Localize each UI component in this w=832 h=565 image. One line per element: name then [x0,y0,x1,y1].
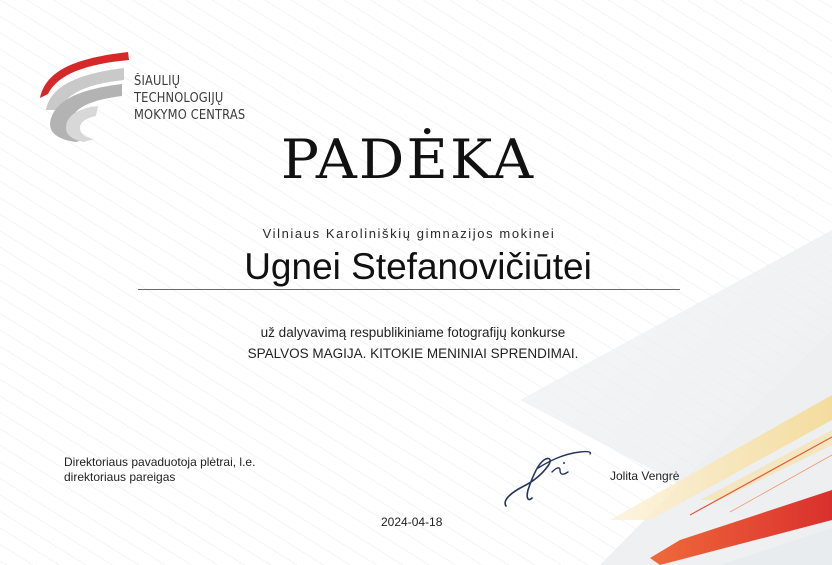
logo-text [134,73,245,124]
school-line: Vilniaus Karoliniškių gimnazijos mokinei [262,226,556,241]
award-reason [0,322,826,364]
reason-line-2: SPALVOS MAGIJA. KITOKIE MENINIAI SPRENDIMAI. [247,346,579,361]
certificate-date: 2024-04-18 [381,515,443,529]
signer-role-line-2: direktoriaus pareigas [64,470,176,484]
handwritten-signature-icon [498,444,598,514]
name-underline [138,289,680,290]
logo-line-3: MOKYMO CENTRAS [134,108,246,123]
recipient-name: Ugnei Stefanovičiūtei [244,246,592,287]
reason-line-1: už dalyvavimą respublikiniame fotografijų konkurse [260,325,566,340]
signer-role-line-1: Direktoriaus pavaduotoja plėtrai, l.e. [64,455,256,469]
certificate-title: PADĖKA [280,128,536,191]
signer-role [64,455,255,485]
logo-line-2: TECHNOLOGIJŲ [134,91,224,106]
signer-name: Jolita Vengrė [610,469,680,483]
logo-line-1: ŠIAULIŲ [134,74,181,89]
